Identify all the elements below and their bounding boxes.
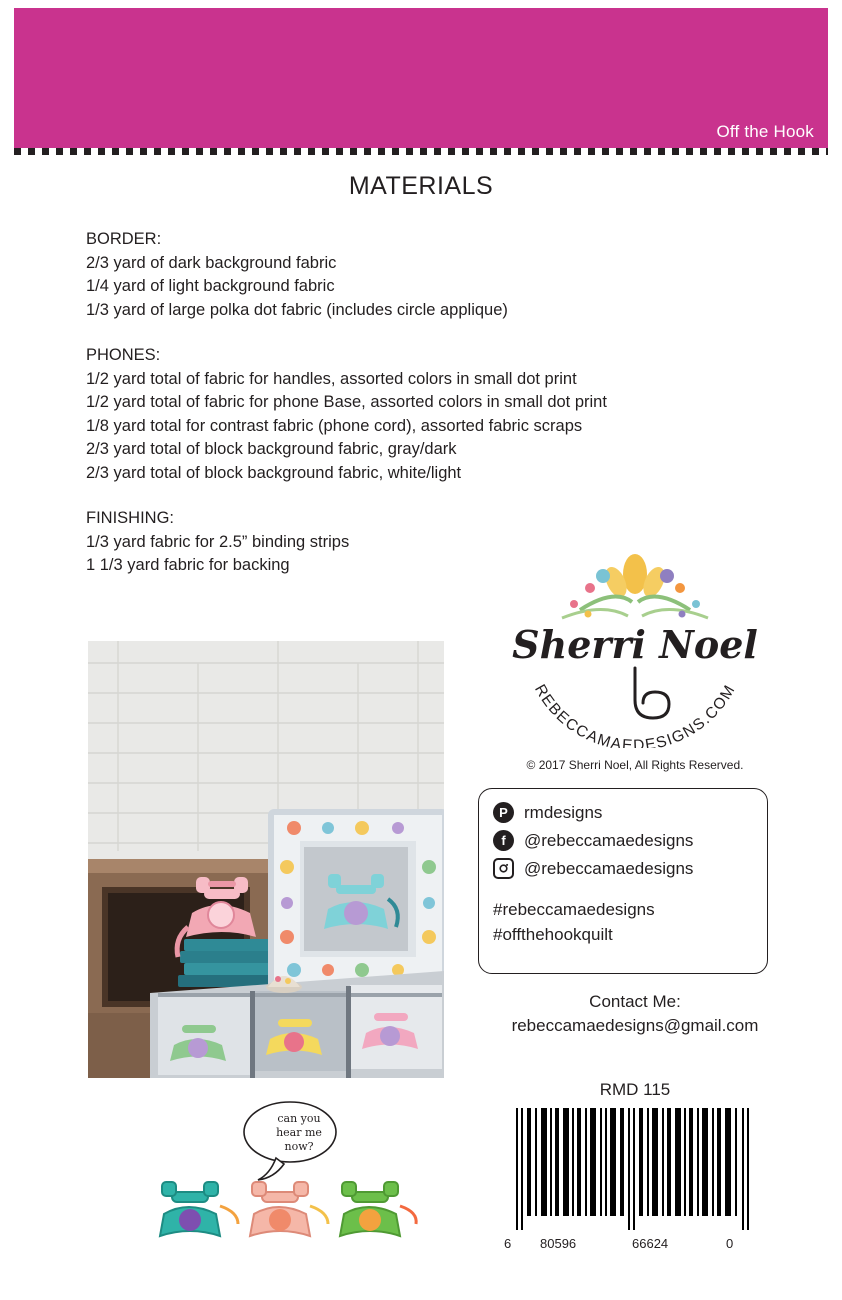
contact-block bbox=[470, 990, 800, 1038]
contact-email[interactable]: rebeccamaedesigns@gmail.com bbox=[511, 1016, 759, 1035]
instagram-icon bbox=[493, 858, 514, 879]
svg-text:REBECCAMAEDESIGNS.COM: REBECCAMAEDESIGNS.COM bbox=[531, 681, 739, 748]
pattern-title: Off the Hook bbox=[716, 122, 814, 141]
material-line: 1/4 yard of light background fabric bbox=[86, 277, 335, 295]
bubble-line: can you bbox=[277, 1112, 321, 1125]
barcode bbox=[512, 1108, 754, 1234]
material-line: 2/3 yard of dark background fabric bbox=[86, 253, 337, 272]
brand-logo bbox=[470, 548, 800, 748]
materials-group-border bbox=[86, 228, 766, 322]
social-row-instagram[interactable] bbox=[493, 858, 693, 879]
header-band bbox=[14, 8, 828, 148]
material-line: 1/2 yard total of fabric for phone Base, assorted colors in small dot print bbox=[86, 393, 607, 411]
material-line: 1/2 yard total of fabric for handles, assorted colors in small dot print bbox=[86, 369, 577, 388]
facebook-icon: f bbox=[493, 830, 514, 851]
materials-list bbox=[86, 228, 766, 578]
barcode-digit-trail: 0 bbox=[726, 1236, 734, 1251]
pinterest-handle: rmdesigns bbox=[524, 802, 603, 822]
speech-bubble-text bbox=[256, 1112, 342, 1154]
project-photo bbox=[88, 641, 444, 1078]
instagram-handle: @rebeccamaedesigns bbox=[524, 858, 694, 878]
barcode-digit-left: 80596 bbox=[540, 1236, 577, 1251]
group-label: PHONES: bbox=[86, 346, 161, 364]
copyright-notice: © 2017 Sherri Noel, All Rights Reserved. bbox=[526, 758, 744, 772]
bubble-line: now? bbox=[284, 1140, 314, 1153]
sku-label: RMD 115 bbox=[599, 1080, 671, 1099]
facebook-handle: @rebeccamaedesigns bbox=[524, 830, 694, 850]
barcode-digit-lead: 6 bbox=[504, 1236, 512, 1251]
page-title: MATERIALS bbox=[348, 172, 494, 200]
dashed-divider bbox=[14, 148, 828, 155]
svg-text:Sherri Noel: Sherri Noel bbox=[512, 622, 758, 667]
pinterest-icon: P bbox=[493, 802, 514, 823]
materials-group-phones bbox=[86, 344, 766, 485]
material-line: 1/3 yard of large polka dot fabric (includes circle applique) bbox=[86, 300, 508, 319]
material-line: 1 1/3 yard fabric for backing bbox=[86, 556, 290, 574]
social-row-facebook[interactable] bbox=[493, 830, 693, 851]
group-label: BORDER: bbox=[86, 230, 162, 248]
hashtag: #rebeccamaedesigns bbox=[493, 900, 655, 919]
hashtag-list bbox=[493, 897, 655, 947]
social-row-pinterest[interactable] bbox=[493, 802, 602, 823]
barcode-digit-right: 66624 bbox=[632, 1236, 669, 1251]
material-line: 2/3 yard total of block background fabric, white/light bbox=[86, 463, 462, 482]
group-label: FINISHING: bbox=[86, 509, 175, 527]
material-line: 1/8 yard total for contrast fabric (phone cord), assorted fabric scraps bbox=[86, 416, 583, 435]
hashtag: #offthehookquilt bbox=[493, 925, 613, 944]
contact-label: Contact Me: bbox=[589, 992, 681, 1011]
social-links-box bbox=[478, 788, 768, 974]
material-line: 1/3 yard fabric for 2.5” binding strips bbox=[86, 532, 350, 551]
material-line: 2/3 yard total of block background fabric, gray/dark bbox=[86, 440, 457, 458]
bubble-line: hear me bbox=[276, 1126, 322, 1139]
